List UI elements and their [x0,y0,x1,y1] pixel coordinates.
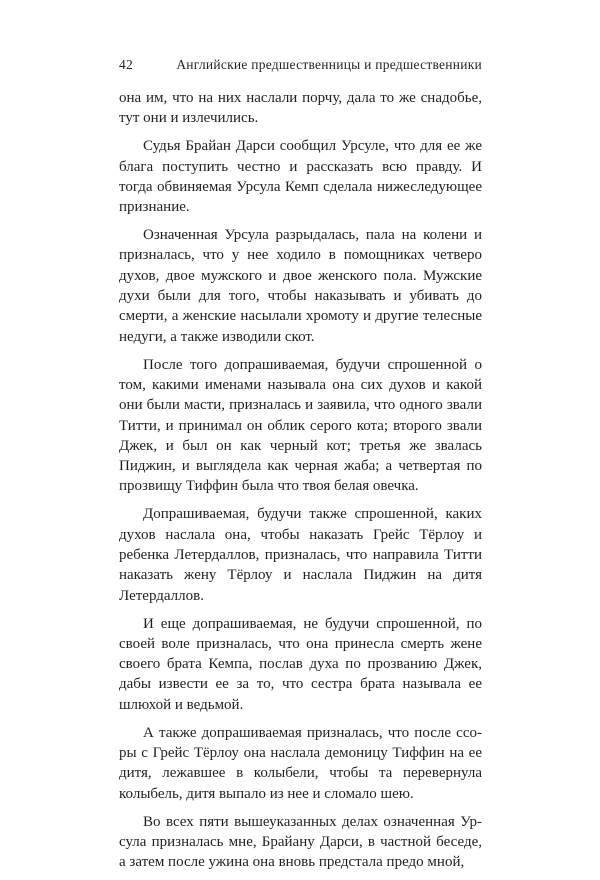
paragraph: Означенная Урсула разрыдалась, пала на колени и призналась, что у нее ходило в помощниках четверо духов, двое мужского и двое женского пола. Мужские духи были для того, чтобы наказывать и убивать до смерти, а женские насылали хромоту и другие телесные недуги, а также изводили скот. [119,227,482,345]
running-header [119,57,482,73]
paragraph: Судья Брайан Дарси сообщил Урсуле, что для ее же блага поступить честно и рассказать всю правду. И тогда обвиняемая Урсула Кемп сделала нижеследующее признание. [119,138,482,216]
paragraph: Во всех пяти вышеуказанных делах означенная Урсула призналась мне, Брайану Дарси, в частной беседе, а затем после ужина она вновь предстала предо мной, [119,813,482,871]
page-number: 42 [119,57,133,72]
running-title: Английские предшественницы и предшественники [176,57,482,72]
paragraph: А также допрашиваемая призналась, что после ссоры с Грейс Тёрлоу она наслала демоницу Тиффин на ее дитя, лежавшее в колыбели, чтобы та перевернула колыбель, дитя выпало из нее и сломало шею. [119,724,482,802]
paragraph: После того допрашиваемая, будучи спрошенной о том, какими именами называла она сих духов и какой они были масти, призналась и заявила, что одного звали Титти, и принимал он облик серого кота; второго звали Джек, и был он как черный кот; третья же звалась Пиджин, и выглядела как черная жаба; а четвертая по прозвищу Тиффин была что твоя белая овечка. [119,356,482,495]
paragraph: И еще допрашиваемая, не будучи спрошенной, по своей воле призналась, что она принесла смерть жене своего брата Кемпа, послав духа по прозванию Джек, дабы извести ее за то, что сестра брата называла ее шлюхой и ведьмой. [119,615,482,713]
paragraph: Допрашиваемая, будучи также спрошенной, каких духов наслала она, чтобы наказать Грейс Тёрлоу и ребенка Летердаллов, призналась, что направила Титти наказать жену Тёрлоу и наслала Пиджин на дитя Летердаллов. [119,506,482,604]
paragraph-continued: она им, что на них наслали порчу, дала то же снадобье, тут они и излечились. [119,90,482,127]
body-text [119,88,482,880]
